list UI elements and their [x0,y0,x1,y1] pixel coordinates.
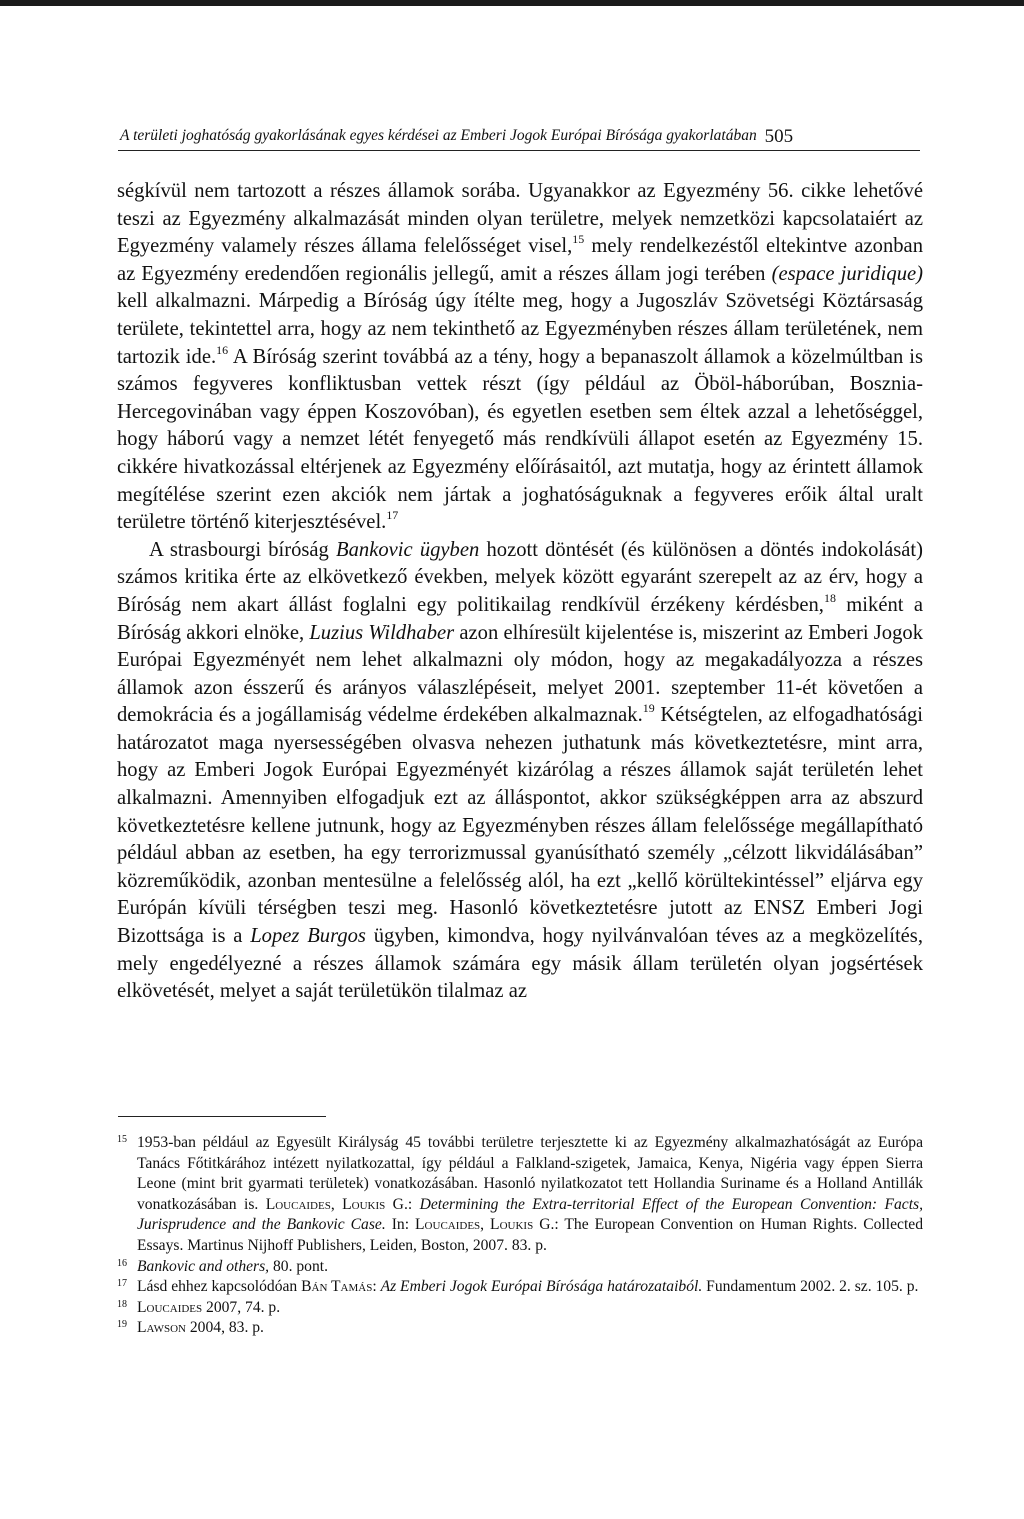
text-run: In: [385,1216,416,1234]
running-title: A területi joghatóság gyakorlásának egyes kérdései az Emberi Jogok Európai Bírósága gyakorlatában [120,127,757,144]
footnote-ref: 19 [642,701,655,716]
footnote-number: 19 [117,1319,127,1331]
footnote-text [137,1318,923,1339]
italic-text: Bankovic and others, [137,1257,270,1275]
running-header [120,126,920,147]
text-run: ügyben, kimondva, hogy nyilvánvalóan téves az a megközelítés, mely engedélyezné a részes államok számára egy másik állam területén olyan jogsértések elkövetését, melyet a saját területükön tilalmaz az [117,925,923,1003]
paragraph [117,537,923,1006]
italic-text: Bankovic ügyben [336,538,480,561]
text-run: ségkívül nem tartozott a részes államok sorába. Ugyanakkor az Egyezmény 56. cikke lehetővé teszi az Egyezmény alkalmazását minden olyan területre, melyek nemzetközi kapcsolataiért az Egyezmény valamely részes állama felelősséget visel, [117,180,923,258]
footnote-text [137,1257,923,1278]
text-run: hozott döntését (és különösen a döntés indokolását) számos kritika érte az elkövetkező években, melyek között egyaránt szerepelt az az érv, hogy a Bíróság nem akart állást foglalni egy politikailag rendkívül érzékeny kérdésben, [117,538,923,616]
body-text [117,178,923,1006]
text-run: 2004, 83. p. [185,1319,264,1337]
text-run: Lásd ehhez kapcsolódóan [137,1278,302,1296]
text-run: kell alkalmazni. Márpedig a Bíróság úgy ítélte meg, hogy a Jugoszláv Szövetségi Köztársaság területe, tekintettel arra, hogy az nem tekinthető az Egyezményben részes állam területének, nem tartozik ide. [117,290,923,368]
text-run: A strasbourgi bíróság [149,538,337,561]
top-border-rule [0,0,1024,6]
italic-text: Lopez Burgos [250,925,366,948]
footnote-text [137,1298,923,1319]
footnote-text [137,1277,923,1298]
footnote-item [117,1257,923,1278]
page-number: 505 [764,126,794,147]
author-name: Lawson [137,1319,186,1337]
italic-text: Determining the Extra-territorial Effect of the European Convention: Facts, Jurisprudence and the Bankovic Case. [137,1195,924,1234]
author-name: Loucaides [137,1298,203,1316]
footnote-number: 16 [117,1257,127,1269]
text-run: Kétségtelen, az elfogadhatósági határozatot maga nyersességében olvasva nehezen juthatunk más következtetésre, mint arra, hogy az Emberi Jogok Európai Egyezményét kizárólag a részes államok saját területén lehet alkalmazni. Amennyiben elfogadjuk ezt az álláspontot, akkor szükségképpen arra az abszurd következtetésre kellene jutnunk, hogy az Egyezményben részes állam felelőssége megállapítható például abban az esetben, ha egy terrorizmussal gyanúsítható személy „célzott likvidálásában” közreműködik, azonban mentesülne a felelősség alól, ha ezt „kellő körültekintéssel” eljárva egy Európán kívüli térségben teszi meg. Hasonló következtetésre jutott az ENSZ Emberi Jogi Bizottsága is a [117,704,923,948]
footnote-item [117,1298,923,1319]
footnote-number: 17 [117,1278,127,1290]
text-run: mely rendelkezéstől eltekintve azonban az Egyezmény eredendően regionális jellegű, amit a részes állam jogi terében [117,235,923,285]
footnote-ref: 17 [386,508,399,523]
text-run: 2007, 74. p. [202,1298,281,1316]
italic-text: Luzius Wildhaber [309,621,455,644]
author-name: Bán Tamás [301,1278,373,1296]
text-run: G.: [385,1195,420,1213]
italic-text: (espace juridique) [771,262,923,285]
text-run: : [372,1278,381,1296]
text-run: miként a Bíróság akkori elnöke, [117,593,923,644]
footnote-ref: 15 [572,232,585,247]
footnote-ref: 18 [823,590,836,605]
footnote-item [117,1277,923,1298]
footnotes [117,1133,923,1339]
text-run: Fundamentum 2002. 2. sz. 105. p. [702,1278,919,1296]
author-name: Loucaides, Loukis [265,1195,386,1213]
footnote-text [137,1133,923,1257]
italic-text: Az Emberi Jogok Európai Bírósága határozataiból. [380,1278,703,1296]
text-run: A Bíróság szerint továbbá az a tény, hogy a bepanaszolt államok a közelmúltban is számos fegyveres konfliktusban vettek részt (így például az Öböl-háborúban, Bosznia-Hercegovinában vagy éppen Koszovóban), és egyetlen esetben sem éltek azzal a lehetőséggel, hogy háború vagy a nemzet létét fenyegető más rendkívüli állapot esetén az Egyezmény 15. cikkére hivatkozással eltérjenek az Egyezmény előírásaitól, azt mutatja, hogy az érintett államok megítélése szerint ezen akciók nem jártak a joghatóságuknak a fegyveres erőik által uralt területre történő kiterjesztésével. [117,345,923,534]
paragraph [117,178,923,537]
footnote-number: 15 [117,1134,127,1145]
text-run: azon elhíresült kijelentése is, miszerint az Emberi Jogok Európai Egyezményét nem lehet alkalmazni oly módon, hogy az megakadályozza a részes államok azon ésszerű és arányos válaszlépéseit, melyet 2001. szeptember 11-ét követően a demokrácia és a jogállamiság védelme érdekében alkalmaznak. [117,621,923,727]
header-rule [118,150,920,151]
footnote-item [117,1318,923,1339]
text-run: 80. pont. [269,1257,329,1275]
author-name: Loucaides, Loukis [415,1216,534,1234]
text-run: 1953-ban például az Egyesült Királyság 45 további területre terjesztette ki az Egyezmény alkalmazhatóságát az Európa Tanács Főtitkárához intézett nyilatkozattal, így például a Falkland-szigetek, Jamaica, Kenya, Nigéria vagy éppen Sierra Leone (mint brit gyarmati területek) vonatkozásában. Hasonló nyilatkozatot tett Hollandia Suriname és a Holland Antillák vonatkozásában is. [137,1134,923,1213]
footnote-number: 18 [117,1298,127,1310]
footnote-separator [118,1116,326,1117]
footnote-ref: 16 [216,342,229,357]
text-run: G.: The European Convention on Human Rights. Collected Essays. Martinus Nijhoff Publishers, Leiden, Boston, 2007. 83. p. [137,1216,923,1254]
footnote-item [117,1133,923,1257]
